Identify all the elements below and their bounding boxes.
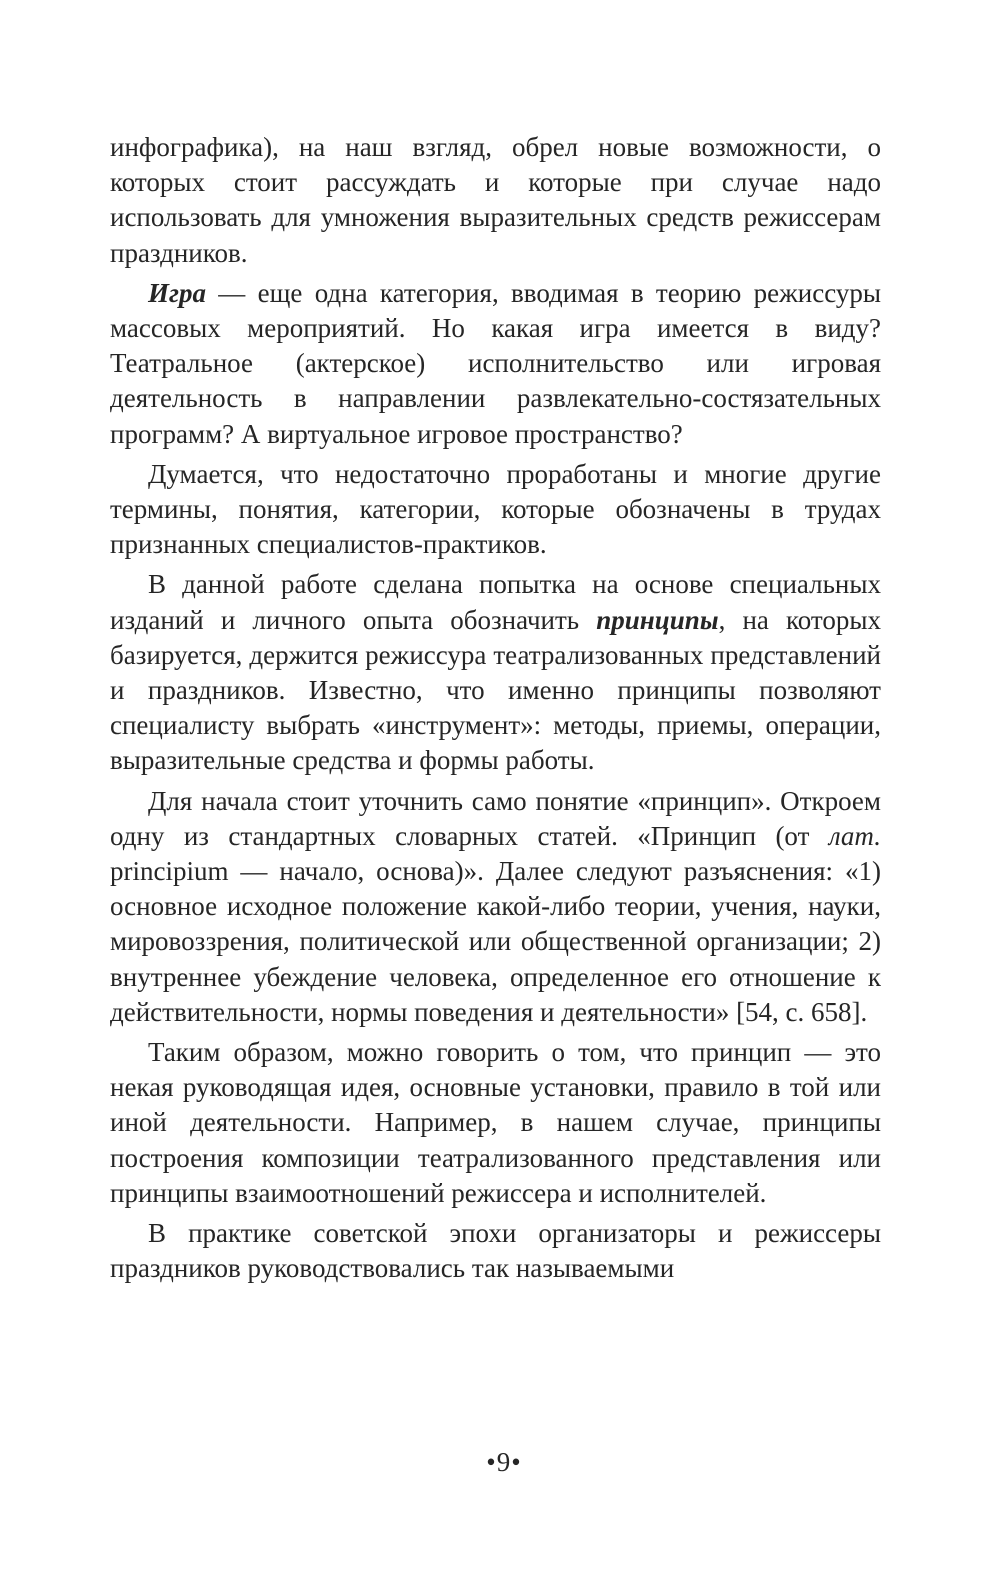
abbr-latin: лат. bbox=[828, 820, 881, 851]
paragraph-4-before: В данной работе сделана попытка на основе специальных изданий и личного опыта обозначить bbox=[110, 569, 881, 635]
term-principles: принципы bbox=[596, 604, 719, 635]
paragraph-4 bbox=[110, 567, 881, 778]
paragraph-4-after: , на которых базируется, держится режиссура театрализованных представлений и праздников. Известно, что именно принципы позволяют специалисту выбрать «инструмент»: методы, приемы, операции, выразительные средства и формы работы. bbox=[110, 604, 881, 776]
paragraph-5-after: principium — начало, основа)». Далее следуют разъяснения: «1) основное исходное положение какой-либо теории, учения, науки, мировоззрения, политической или общественной организации; 2) внутреннее убеждение человека, определенное его отношение к действительности, нормы поведения и деятельности» [54, с. 658]. bbox=[110, 856, 881, 1027]
paragraph-2 bbox=[110, 276, 881, 452]
paragraph-3: Думается, что недостаточно проработаны и многие другие термины, понятия, категории, которые обозначены в трудах признанных специалистов-практиков. bbox=[110, 458, 881, 560]
paragraph-1: инфографика), на наш взгляд, обрел новые возможности, о которых стоит рассуждать и которые при случае надо использовать для умножения выразительных средств режиссерам праздников. bbox=[110, 132, 881, 268]
paragraph-7: В практике советской эпохи организаторы и режиссеры праздников руководствовались так называемыми bbox=[110, 1218, 881, 1284]
body-text bbox=[110, 130, 881, 1287]
paragraph-6: Таким образом, можно говорить о том, что принцип — это некая руководящая идея, основные установки, правило в той или иной деятельности. Например, в нашем случае, принципы построения композиции театрализованного представления или принципы взаимоотношений режиссера и исполнителей. bbox=[110, 1037, 881, 1208]
paragraph-2-text: — еще одна категория, вводимая в теорию режиссуры массовых мероприятий. Но какая игра имеется в виду? Театральное (актерское) исполнительство или игровая деятельность в направлении развлекательно-состязательных программ? А виртуальное игровое пространство? bbox=[110, 277, 881, 449]
term-game: Игра bbox=[148, 277, 206, 308]
page-number: •9• bbox=[486, 1447, 522, 1477]
paragraph-5-before: Для начала стоит уточнить само понятие «принцип». Откроем одну из стандартных словарных статей. «Принцип (от bbox=[110, 785, 881, 851]
paragraph-5 bbox=[110, 784, 881, 1030]
